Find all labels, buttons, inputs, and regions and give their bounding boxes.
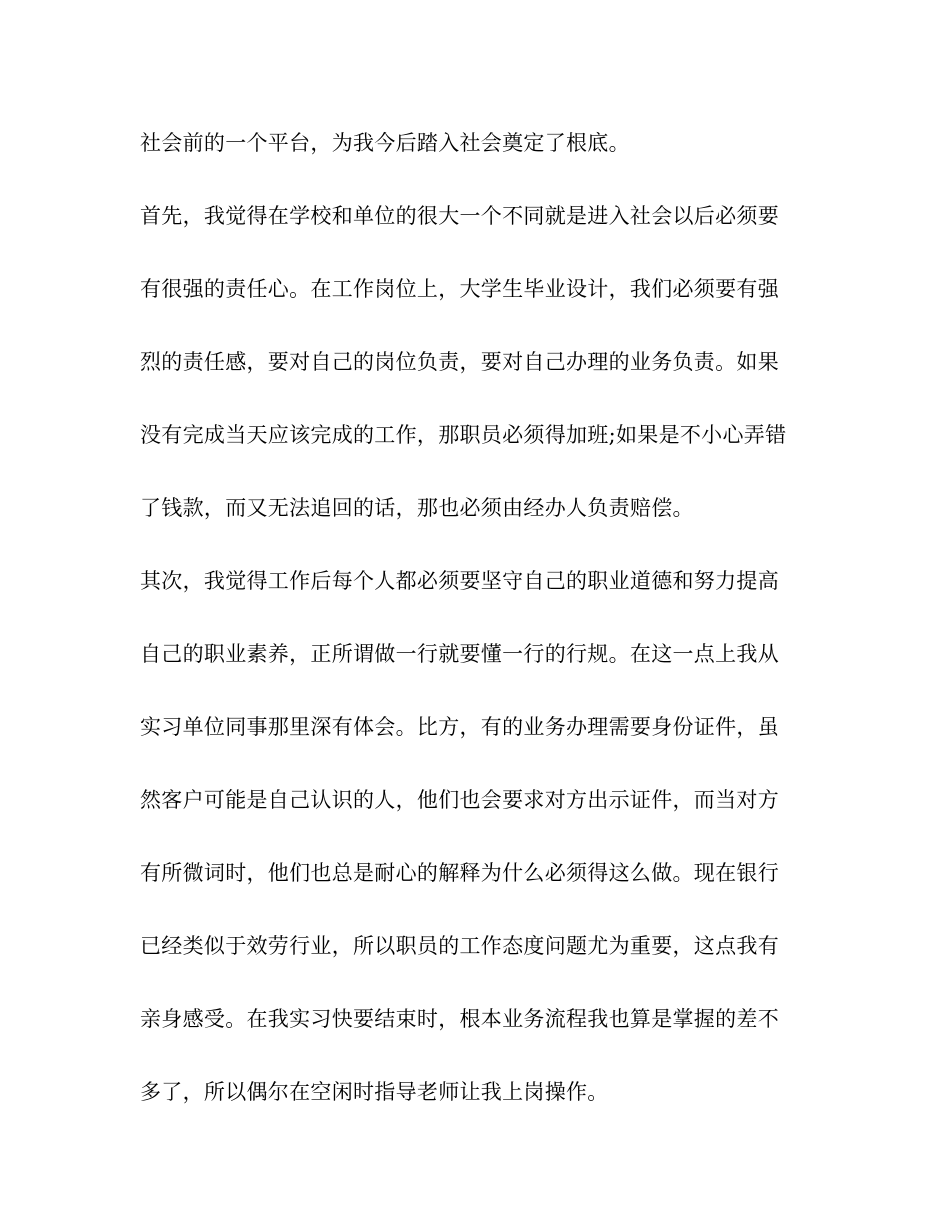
text-line-1: 社会前的一个平台，为我今后踏入社会奠定了根底。 xyxy=(140,131,630,155)
text-line-2: 首先，我觉得在学校和单位的很大一个不同就是进入社会以后必须要 xyxy=(140,204,779,228)
text-line-4: 烈的责任感，要对自己的岗位负责，要对自己办理的业务负责。如果 xyxy=(140,350,779,374)
text-line-3: 有很强的责任心。在工作岗位上，大学生毕业设计，我们必须要有强 xyxy=(140,277,779,301)
text-line-13: 亲身感受。在我实习快要结束时，根本业务流程我也算是掌握的差不 xyxy=(140,1007,779,1031)
text-line-9: 实习单位同事那里深有体会。比方，有的业务办理需要身份证件，虽 xyxy=(140,715,779,739)
text-line-7: 其次，我觉得工作后每个人都必须要坚守自己的职业道德和努力提高 xyxy=(140,569,779,593)
text-line-12: 已经类似于效劳行业，所以职员的工作态度问题尤为重要，这点我有 xyxy=(140,934,779,958)
text-line-11: 有所微词时，他们也总是耐心的解释为什么必须得这么做。现在银行 xyxy=(140,861,779,885)
text-line-10: 然客户可能是自己认识的人，他们也会要求对方出示证件，而当对方 xyxy=(140,788,779,812)
text-line-6: 了钱款，而又无法追回的话，那也必须由经办人负责赔偿。 xyxy=(140,496,694,520)
text-line-14: 多了，所以偶尔在空闲时指导老师让我上岗操作。 xyxy=(140,1080,609,1104)
text-line-8: 自己的职业素养，正所谓做一行就要懂一行的行规。在这一点上我从 xyxy=(140,642,779,666)
text-line-5: 没有完成当天应该完成的工作，那职员必须得加班;如果是不小心弄错 xyxy=(140,423,787,447)
